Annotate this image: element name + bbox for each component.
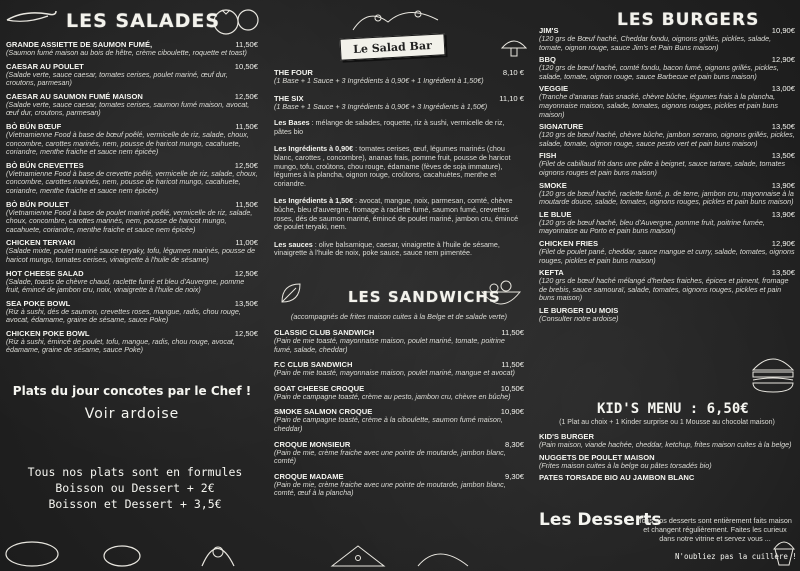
info-bases <box>274 119 524 136</box>
mushroom-icon <box>500 36 528 58</box>
item-price: 10,90€ <box>771 26 795 35</box>
desserts-title: Les Desserts <box>539 510 662 530</box>
desserts-text: Tous nos desserts sont entièrement faits maison et changent régulièrement. Faites les curieux dans notre vitrine et servez vous ... <box>638 516 792 543</box>
item-desc: (Pain maison, viande hachée, cheddar, ketchup, frites maison cuites à la belge) <box>539 440 792 449</box>
item-name: SEA POKE BOWL <box>6 298 71 308</box>
item-name: SMOKE <box>539 180 567 190</box>
list-item <box>274 360 524 378</box>
chili-pepper-icon <box>4 6 59 28</box>
list-item <box>274 407 524 433</box>
leaf-icon <box>278 280 304 306</box>
item-name: BÒ BÚN BŒUF <box>6 121 62 131</box>
kids-menu-subtitle: (1 Plat au choix + 1 Kinder surprise ou 1 Mousse au chocolat maison) <box>559 419 775 426</box>
cheese-icon <box>328 540 478 570</box>
salad-bar-list <box>274 68 524 267</box>
item-name: NUGGETS DE POULET MAISON <box>539 452 655 462</box>
item-desc: (Vietnamienne Food à base de poulet mariné poêlé, vermicelle de riz, salade, choux, concombre, carottes marinés, nem, pousse de haricot mungo, cacahuete, coriandre, menthe fraiche et sauce nem épicée) <box>6 207 253 234</box>
kids-list <box>539 432 795 485</box>
info-ingredients-150 <box>274 197 524 231</box>
item-name: SMOKE SALMON CROQUE <box>274 407 373 417</box>
item-desc: (Saumon fumé maison au bois de hêtre, crème ciboulette, roquette et toast) <box>6 48 247 57</box>
list-item <box>539 453 795 471</box>
info-label: Les Ingrédients à 0,90€ <box>274 144 354 154</box>
list-item <box>6 92 258 118</box>
item-name: CAESAR AU POULET <box>6 61 84 71</box>
item-desc: (120 grs de bœuf haché, raclette fumé, p. de terre, jambon cru, mayonnaise à la moutarde douce, salade, tomates, oignons rouges, pickles et pain buns maison) <box>539 188 794 207</box>
spoon-reminder: N'oubliez pas la cuillère ! <box>675 552 797 561</box>
item-price: 13,50€ <box>234 298 258 308</box>
item-price: 11,10 € <box>499 93 524 103</box>
item-desc: (Vietnamienne Food à base de crevette poêlé, vermicelle de riz, salade, choux, concombre, carottes marinés, nem, pousse de haricot mungo, cacahuete, coriandre, menthe fraiche et sauce nem épicée) <box>6 168 258 195</box>
burgers-list <box>539 26 795 326</box>
item-price: 11,50€ <box>501 360 524 370</box>
list-item <box>6 238 258 264</box>
list-item <box>6 161 258 196</box>
plats-title: Plats du jour concotes par le Chef ! <box>12 384 252 398</box>
info-label: Les Ingrédients à 1,50€ <box>274 196 354 206</box>
burgers-column <box>535 0 800 571</box>
item-name: CHICKEN TERYAKI <box>6 238 76 248</box>
item-name: BÒ BÚN CREVETTES <box>6 160 84 170</box>
item-price: 13,90€ <box>771 209 795 219</box>
list-item <box>539 181 795 207</box>
item-name: FISH <box>539 151 557 161</box>
item-price: 12,50€ <box>234 328 258 338</box>
list-item <box>274 94 524 112</box>
info-label: Les Bases <box>274 118 310 128</box>
item-desc: (1 Base + 1 Sauce + 3 Ingrédients à 0,90€ + 1 Ingrédient à 1,50€) <box>274 76 484 85</box>
item-name: F.C CLUB SANDWICH <box>274 360 353 370</box>
item-desc: (120 grs de bœuf haché, chèvre bûche, jambon serrano, oignons grillés, pickles, salade, tomate, oignon rouge, sauce pesto vert et pain buns maison) <box>539 130 795 148</box>
list-item <box>539 268 795 303</box>
item-desc: (Filet de poulet pané, cheddar, sauce mangue et curry, salade, tomates, oignons rouges, pickles et pain buns maison) <box>539 246 795 265</box>
sandwichs-title: LES SANDWICHS <box>348 288 501 306</box>
item-desc: (Vietnamienne Food à base de bœuf poêlé, vermicelle de riz, salade, choux, concombre, carottes marinés, nem, pousse de haricot mungo, cacahuete, coriandre, menthe fraiche et sauce nem épicée) <box>6 129 249 157</box>
item-desc: (Consulter notre ardoise) <box>539 313 619 323</box>
item-desc: (Pain de mie toasté, mayonnaise maison, poulet mariné, tomate, poitrine fumé, salade, cheddar) <box>274 336 505 354</box>
burgers-title: LES BURGERS <box>617 10 760 30</box>
item-desc: (Riz à sushi, émincé de poulet, tofu, mangue, radis, chou rouge, avocat, édamame, graine de sésame, sauce Poke) <box>6 336 235 355</box>
cupcake-icon <box>771 535 797 567</box>
formules-line: Boisson et Dessert + 3,5€ <box>48 497 222 511</box>
formules-line: Tous nos plats sont en formules <box>27 465 243 479</box>
item-name: THE SIX <box>274 93 304 103</box>
item-desc: (Tranche d'ananas frais snacké, chèvre bûche, légumes frais à la plancha, mayonnaise maison, salade, tomates, oignons rouges, pickles et pain buns maison) <box>539 92 778 119</box>
item-name: JIM'S <box>539 26 559 35</box>
herbs-icon <box>348 2 448 34</box>
item-name: CROQUE MADAME <box>274 471 344 481</box>
list-item <box>274 440 524 466</box>
list-item <box>539 55 795 81</box>
item-name: PATES TORSADE BIO AU JAMBON BLANC <box>539 473 695 483</box>
salad-bar-banner: Le Salad Bar <box>339 33 445 60</box>
item-price: 12,50€ <box>234 268 258 278</box>
item-price: 12,50€ <box>234 160 258 170</box>
item-name: THE FOUR <box>274 68 313 77</box>
vegetables-icon <box>2 526 262 570</box>
salades-list <box>6 40 258 359</box>
item-price: 13,50€ <box>771 268 795 278</box>
item-name: CROQUE MONSIEUR <box>274 439 351 449</box>
item-desc: (120 grs de bœuf haché, bleu d'Auvergne, pomme fruit, poitrine fumée, mayonnaise au Porto et pain buns maison) <box>539 217 765 236</box>
item-desc: (Frites maison cuites à la belge ou pâtes torsadés bio) <box>539 460 712 470</box>
item-price: 13,00€ <box>771 84 795 94</box>
item-price: 10,50€ <box>500 383 524 393</box>
item-desc: (Pain de campagne toasté, crème au pesto, jambon cru, chèvre en bûche) <box>274 391 511 401</box>
item-name: CHICKEN POKE BOWL <box>6 328 90 338</box>
item-desc: (Pain de campagne toasté, crème à la ciboulette, saumon fumé maison, cheddar) <box>274 415 503 433</box>
item-desc: (Pain de mie, crème fraiche avec une pointe de moutarde, jambon blanc, comté, œuf à la plancha) <box>274 479 506 498</box>
item-price: 12,50€ <box>234 91 258 101</box>
item-name: KID'S BURGER <box>539 432 594 441</box>
list-item <box>6 40 258 58</box>
item-desc: (Salade, toasts de chèvre chaud, raclette fumé et bleu d'Auvergne, pomme fruit, émincé de jambon cru, noix, vinaigrette à l'huile de noix) <box>6 276 245 295</box>
list-item <box>539 239 795 265</box>
item-desc: (Filet de cabillaud frit dans une pâte à beignet, sauce tartare, salade, tomates oignons rouges et pain buns maison) <box>539 159 786 177</box>
sandwichs-subtitle: (accompagnés de frites maison cuites à la Belge et de salade verte) <box>290 312 508 321</box>
plats-du-jour <box>12 384 252 422</box>
kids-menu-title: KID'S MENU : 6,50€ <box>597 401 749 417</box>
item-name: GOAT CHEESE CROQUE <box>274 383 365 393</box>
item-name: HOT CHEESE SALAD <box>6 268 84 278</box>
list-item <box>539 473 795 482</box>
item-name: LE BLUE <box>539 209 572 219</box>
item-desc: (Pain de mie toasté, mayonnaise maison, poulet mariné, mangue et avocat) <box>274 368 515 378</box>
salades-title: LES SALADES <box>66 10 221 32</box>
item-price: 9,30€ <box>504 471 524 481</box>
item-desc: (120 grs de bœuf haché mélangé d'herbes fraiches, épices et piment, fromage de brebis, sauce samouraï, salade, tomates, oignons rouges, pickles et pain buns maison) <box>539 276 789 303</box>
item-price: 13,50€ <box>771 151 795 161</box>
list-item <box>539 432 795 450</box>
item-desc: (120 grs de bœuf haché, comté fondu, bacon fumé, oignons grillés, pickles, salade, tomate, oignon rouge, sauce Barbecue et pain buns maison) <box>539 63 779 81</box>
salad-bar-column <box>268 0 533 571</box>
list-item <box>539 122 795 148</box>
list-item <box>6 122 258 157</box>
info-text: : mélange de salades, roquette, riz à sushi, vermicelle de riz, pâtes bio <box>274 118 505 136</box>
item-desc: (Riz à sushi, dés de saumon, crevettes roses, mangue, radis, chou rouge, avocat, édamame, graine de sésame, sauce Poke) <box>6 306 241 325</box>
list-item <box>539 151 795 177</box>
item-name: SIGNATURE <box>539 122 584 132</box>
info-ingredients-090 <box>274 145 524 188</box>
list-item <box>6 62 258 88</box>
list-item <box>274 384 524 402</box>
info-text: : tomates cerises, œuf, légumes marinés (chou blanc, carottes , concombre), ananas frais, pomme fruit, pousse de haricot mungo, tofu, croûtons, chou rouge, édamame (fèves de soja immature), légumes à la plancha, oignon rouge, croûtons, cacahuètes, menthe et coriandre. <box>274 144 511 188</box>
plats-sub: Voir ardoise <box>84 406 180 422</box>
item-price: 12,90€ <box>771 55 795 65</box>
item-price: 10,90€ <box>500 407 524 417</box>
item-name: KEFTA <box>539 268 564 278</box>
item-name: CHICKEN FRIES <box>539 238 599 248</box>
list-item <box>6 200 258 235</box>
item-price: 12,90€ <box>771 238 795 248</box>
item-price: 11,50€ <box>501 328 524 337</box>
burger-icon <box>749 352 797 396</box>
item-name: LE BURGER DU MOIS <box>539 305 619 315</box>
list-item <box>539 26 795 52</box>
item-desc: (Salade mixte, poulet mariné sauce teryaky, tofu, légumes marinés, pousse de haricot mungo, tomates cerises, vinaigrette à l'huile de sésame) <box>6 246 256 264</box>
item-price: 13,50€ <box>771 122 795 132</box>
item-name: VEGGIE <box>539 84 569 94</box>
item-price: 11,50€ <box>235 40 258 49</box>
item-name: CLASSIC CLUB SANDWICH <box>274 328 375 337</box>
list-item <box>539 84 795 119</box>
salades-column <box>0 0 266 571</box>
item-desc: (1 Base + 1 Sauce + 3 Ingrédients à 0,90€ + 3 Ingrédients à 1,50€) <box>274 101 488 111</box>
item-price: 11,00€ <box>235 238 258 248</box>
item-price: 10,50€ <box>234 61 258 71</box>
item-name: BÒ BÚN POULET <box>6 199 69 209</box>
item-desc: (Pain de mie, crème fraiche avec une pointe de moutarde, jambon blanc, comté) <box>274 447 506 466</box>
item-desc: (120 grs de Bœuf haché, Cheddar fondu, oignons grillés, pickles, salade, tomate, oignon rouge, sauce Jim's et Pain Buns maison) <box>539 34 772 52</box>
list-item <box>274 472 524 498</box>
formules <box>20 464 250 512</box>
formules-line: Boisson ou Dessert + 2€ <box>55 481 215 495</box>
info-label: Les sauces <box>274 239 313 249</box>
item-desc: (Salade verte, sauce caesar, tomates cerises, poulet mariné, œuf dur, croutons, parmesan) <box>6 69 228 88</box>
item-price: 11,50€ <box>235 121 258 131</box>
list-item <box>539 210 795 236</box>
item-price: 11,50€ <box>235 199 258 209</box>
sandwichs-list <box>274 328 524 504</box>
item-price: 13,90€ <box>771 180 795 190</box>
list-item <box>539 306 795 324</box>
info-sauces <box>274 241 524 258</box>
info-text: : olive balsamique, caesar, vinaigrette à l'huile de sésame, vinaigrette à l'huile de noix, poke sauce, sauce nem pimentée. <box>274 239 500 258</box>
list-item <box>6 329 258 355</box>
item-name: GRANDE ASSIETTE DE SAUMON FUMÉ, <box>6 40 153 49</box>
list-item <box>274 328 524 354</box>
info-text: : avocat, mangue, noix, parmesan, comté, chèvre bûche, bleu d'auvergne, fromage à raclette fumé, saumon fumé, crevettes roses, dés de saumon mariné, émincé de poulet mariné, jambon cru, émincé de poulet teryaki, nem. <box>274 196 519 232</box>
item-price: 8,30€ <box>504 439 524 449</box>
item-desc: (Salade verte, sauce caesar, tomates cerises, saumon fumé maison, avocat, œuf dur, croutons, parmesan) <box>6 99 250 118</box>
item-name: BBQ <box>539 55 556 65</box>
item-price: 8,10 € <box>502 68 524 77</box>
list-item <box>6 269 258 295</box>
list-item <box>6 299 258 325</box>
list-item <box>274 68 524 86</box>
item-name: CAESAR AU SAUMON FUMÉ MAISON <box>6 91 143 101</box>
